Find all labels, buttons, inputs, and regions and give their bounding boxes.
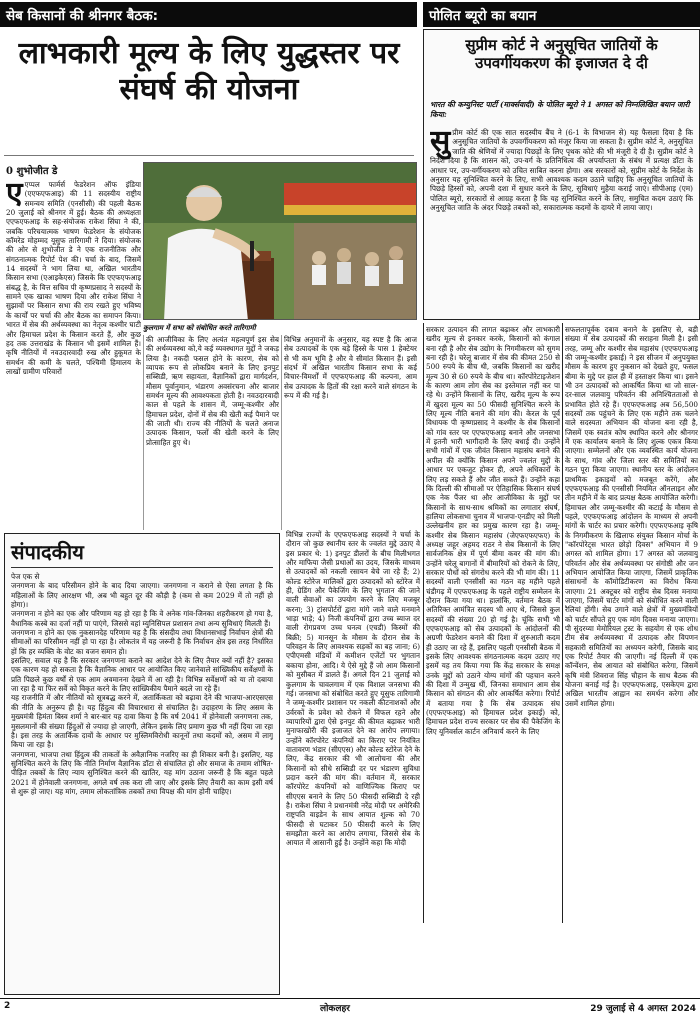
- column-divider: [423, 323, 424, 923]
- byline: 0 शुभोजीत डे: [6, 166, 58, 177]
- politburo-body: [430, 128, 693, 316]
- section-label: सेब किसानों की श्रीनगर बैठक:: [6, 8, 158, 24]
- editorial-header: [11, 540, 273, 568]
- article-column-5: सरकार उत्पादन की लागत बढ़ाकर और लाभकारी खरीद मूल्य से इनकार करके, किसानों को कंगाल बना रही है और सेब उद्योग के निगमीकरण को सुगम बना रही है। चरेलू बाजार में सेब की कीमत 250 से 500 रुपये के बीच थी, जबकि किसानों का खरीद मूल्य 30 से 60 रुपये के बीच था। कॉरपोरेटाइजेशन के कारण आम लोग सेब का इस्तेमाल नहीं कर पा रहे थे। उन्होंने किसानों के लिए, खरीद मूल्य के रूप में खुदरा मूल्य का 50 फीसदी सुनिश्चित करने के लिए मूल्य नीति बनाने की मांग की। केरल के पूर्व विधायक पी कृष्णप्रसाद ने कश्मीर के सेब किसानों को गांव स्तर पर एएफएफआइ बनाने और जनसभा में इतनी भारी भागीदारी के लिए बधाई दी। उन्होंने सभी गांवों में एक जीवंत किसान महासंघ बनाने की अपील की क्योंकि किसान अपने ज्वलंत मुद्दों के आधार पर एकजुट होकर ही, अपने अधिकारों के लिए लड़ सकते हैं और जीत सकते हैं। उन्होंने कहा कि दिल्ली की सीमाओं पर ऐतिहासिक किसान संघर्ष एक नेक पैंजर था और आजीविका के मुद्दों पर किसानों के साथ-साथ श्रमिकों का लगातार संघर्ष, हालिया लोकसभा चुनाव में भाजपा-एनडीए को मिली उल्लेखनीय हार का प्रमुख कारण रहा है। जम्मू-कश्मीर सेब किसान महासंघ (जेएफएफएफए) के अध्यक्ष जहूर अहमद राठर ने सेब किसानों के लिए सार्वजनिक क्षेत्र में पूर्ण बीमा कवर की मांग की। उन्होंने चरेलू बागानों में बीमारियों को रोकने के लिए, सरकार पौधों को संगरोध करने की भी मांग की। 11 सदस्यों वाली एनसीसी का गठन वह महीने पहले चंडीगढ़ में एएफएफआइ के पहले राष्ट्रीय सम्मेलन के दौरान किया गया था। हालांकि, वर्तमान बैठक में अतिरिक्त आमंत्रित सदस्य भी आए थे, जिससे कुल सदस्यों की संख्या 20 हो गई है। चूंकि सभी भी एएफएफआइ को सेब उत्पादकों के आंदोलनों की अग्रणी फेडरेशन बनाने की दिशा में शुरुआती कदम ही उठाए जा रहे हैं, इसलिए पहली एनसीसी बैठक में इसके लिए आवश्यक संगठनात्मक कदम उठाए गए इसमें यह तय किया गया कि केंद्र सरकार के समक्ष उनके मुद्दों को उठाने योग्य मांगों की पहचान करने की दिशा में उन्मुख थीं, जिनका समाधान आम सेब किसान को संगठन की ओर आकर्षित करेगा। रिपोर्ट में बताया गया है कि सेब उत्पादक संघ (एएफएफआइ) को हिमाचल प्रदेश इकाई) को, हिमाचल प्रदेश राज्य सरकार पर सेब की पैकेजिंग के लिए यूनिवर्सल कार्टन अनिवार्य करने के लिए: [426, 325, 560, 736]
- column-1-text: एप्पल फार्मर्स फेडरेशन ऑफ इंडिया (एएफएफआइ) की 11 सदस्यीय राष्ट्रीय समन्वय समिति (एनसीसी) की पहली बैठक 20 जुलाई को श्रीनगर में हुई। बैठक की अध्यक्षता एएफएफआइ के सह-संयोजक राकेश सिंघा ने की, जबकि परिचयात्मक भाषण फेडरेशन के संयोजक कॉमरेड मोहम्मद यूसुफ तारिगामी ने दिया। संयोजक की ओर से शुभोजीत डे ने एक राजनीतिक और संगठनात्मक रिपोर्ट पेश की। चर्चा के बाद, जिसमें 14 सदस्यों ने भाग लिया था, अखिल भारतीय किसान सभा (एआइकेएस) जिसके कि एएफएफआइ संबद्ध है, के वित्त सचिव पी कृष्णप्रसाद ने सदस्यों के सामने एक खाका भाषण दिया और राकेश सिंघा ने सुझावों पर किसान सभा की राय रखते हुए भविष्य के कार्यों पर चर्चा की और बैठक का समापन किया। भारत में सेब की अर्थव्यवस्था का नेतृत्व कश्मीर घाटी और हिमाचल प्रदेश के किसान करते हैं, और कुछ हद तक उत्तराखंड के किसान भी इसमें शामिल हैं। कृषि नीतियों में नवउदारवादी रुख और हुकूमत के समर्थन की कमी के चलते, पश्चिमी हिमालय के लाखों ग्रामीण परिवारों: [6, 180, 141, 376]
- column-divider: [143, 335, 144, 530]
- politburo-label-bar: [423, 2, 700, 27]
- article-column-3: विभिन्न अनुमानों के अनुसार, यह स्पष्ट है कि आज सेब उत्पादकों के एक बड़े हिस्से के पास 1 हेक्टेयर से भी कम भूमि है और वे सीमांत किसान हैं। इसी संदर्भ में अखिल भारतीय किसान सभा के कई विचार-विमर्शों में एएफएफआइ की कल्पना, आम सेब उत्पादक के हितों की रक्षा करने वाले संगठन के रूप में की गई है।: [284, 335, 417, 401]
- article-column-4: विभिन्न राज्यों के एएफएफआइ सदस्यों ने चर्चा के दौरान जो कुछ स्थानीय स्तर के ज्वलंत मुद्दे उठाए वे इस प्रकार थे: 1) इनपुट डीलरों के बीच मिलीभगत और माफिया जैसी प्रथाओं का उदय, जिसके माध्यम से उत्पादकों को नकली रसायन बेचे जा रहे हैं; 2) कोल्ड स्टोरेज मालिकों द्वारा उत्पादकों को स्टोरेज में ही, ग्रेडिंग और पैकेजिंग के लिए भुगतान की जाने वाली सेवाओं का उपयोग करने के लिए मजबूर करना; 3) ट्रांसपोर्टरों द्वारा मांगे जाने वाले मनमाने भाड़ा भाड़े; 4) निजी कंपनियों द्वारा उच्च ब्याज दर वाली रोगप्रवण उच्च घनत्व (एचडी) किस्मों की बिक्री; 5) मानसून के मौसम के दौरान सेब के परिवहन के लिए आवश्यक सड़कों का बह जाना; 6) एपीएमसी मंडियों में कमीशन एजेंटों पर भुगतान बकाया होना, आदि। ये ऐसे मुद्दे हैं जो आम किसानों को मुसीबत में डालते हैं। अगले दिन 21 जुलाई को कुलगाम के चावलगाम में एक विशाल जनसभा की गई। जनसभा को संबोधित करते हुए यूसुफ तारिगामी ने जम्मू-कश्मीर प्रशासन पर नकली कीटनाशकों और उर्वरकों के प्रवेश को रोकने में विफल रहने और व्यापारियों द्वारा ऐसे इनपुट की कीमत बढ़ाकर भारी मुनाफाखोरी की इजाजत देने का आरोप लगाया। उन्होंने कॉरपोरेट कंपनियों का किराए पर नियंत्रित वातावरण भंडार (सीएएस) और कोल्ड स्टोरेज देने के लिए, केंद्र सरकार की भी आलोचना की और किसानों को सीधे सब्सिडी दर पर भंडारण सुविधा प्रदान करने की मांग की। वर्तमान में, सरकार कॉरपोरेट कंपनियों को वाणिज्यिक किराए पर सीएएस बनाने के लिए 50 फीसदी सब्सिडी दे रही है। राकेश सिंघा ने प्रधानमंत्री नरेंद्र मोदी पर अमेरिकी राष्ट्रपति वाइडेन के साथ आयात शुल्क को 70 फीसदी से घटाकर 50 फीसदी करने के लिए समझौता करने का आरोप लगाया, जिससे सेब के आयात में आसानी हुई है। उन्होंने कहा कि मोदी: [286, 530, 420, 848]
- politburo-intro: भारत की कम्युनिस्ट पार्टी (मार्क्सवादी) के पोलित ब्यूरो ने 1 अगस्त को निम्नलिखित बयान जारी किया:: [430, 100, 690, 119]
- main-headline: लाभकारी मूल्य के लिए युद्धस्तर पर संघर्ष की योजना: [18, 36, 400, 107]
- politburo-body-text: प्रीम कोर्ट की एक सात सदस्यीय बैंच ने (6-1 के विभाजन से) यह फैसला दिया है कि अनुसूचित जातियों के उपवर्गीयकरण को मंजूर किया जा सकता है। सुप्रीम कोर्ट ने, अनुसूचित जाति की श्रेणियों में ज्यादा पिछड़ों के लिए पृथक कोटे की भी मंजूरी दे दी है। सुप्रीम कोर्ट ने निर्देश दिया है कि शासन को, उप-वर्ग के प्रतिनिधित्व की अपर्याप्तता के संबंध में प्रत्यक्ष डॉटा के आधार पर, उप-वर्गीयकरण को उचित साबित करना होगा। अब सरकारों को, सुप्रीम कोर्ट के निर्देश के अनुसार यह सुनिश्चित करने के लिए, सभी आवश्यक कदम उठाने चाहिए कि अनुसूचित जातियों के पिछड़े हिस्सों को, अपनी दशा में सुधार करने के लिए, सुविधाएं मुहैया कराई जाएं। सीपीआइ (एम) पोलित ब्यूरो, सरकारों से आग्रह करता है कि यह सुनिश्चित करने के लिए, समुचित कदम उठाएं कि अनुसूचित जाति के अंदर पिछड़े तबकों को, सकारात्मक कदमों के दायरे में लाया जाए।: [430, 128, 693, 213]
- article-column-2: की आजीविका के लिए अत्यंत महत्वपूर्ण इस सेब की अर्थव्यवस्था को,ये कई व्यवस्थागत मुद्दों ने जकड़ लिया है। नकदी फसल होने के कारण, सेब को व्यापक रूप से लोकप्रिय बनाने के लिए इनपुट सब्सिडी, ऋण सहायता, वैज्ञानिकों द्वारा मार्गदर्शन, मौसम पूर्वानुमान, भंडारण अवसंरचना और बाजार समर्थन मूल्य की आवश्यकता होती है। नवउदारवादी काल से पहले के शासन में, जम्मू-कश्मीर और हिमाचल प्रदेश, दोनों में सेब की खेती कई पैमाने पर की जाती थी। राज्य की नीतियों के चलते अनाज उत्पादक किसान, फलों की खेती करने के लिए प्रोत्साहित हुए थे।: [146, 335, 279, 447]
- article-column-1: [6, 180, 141, 530]
- column-divider: [562, 323, 563, 923]
- article-column-6: सफलतापूर्वक दबाव बनाने के इसलिए से, बड़ी संख्या में सेब उत्पादकों की सराहना मिली है। इसी तरह, जम्मू और कश्मीर सेब महासंघ (एएफएफआइ की जम्मू-कश्मीर इकाई) ने इस सीजन में अनुपयुक्त मौसम के कारण हुए नुकसान को देखते हुए, फसल बीमा के मुद्दे पर हाल ही में हस्ताक्षर किया था। इसने भी उन उत्पादकों को आकर्षित किया था जो साल-दर-साल जलवायु परिवर्तन की अनिश्चितताओं से प्रभावित होते रहे हैं। एएफएफआइ अब 56,500 सदस्यों तक पहुंचने के लिए एक महीने तक चलने वाले सदस्यता अभियान की योजना बना रही है, जिसमें एक स्वतंत्र कोष स्थापित करने और श्रीनगर में एक कार्यालय बनाने के लिए शुल्क एकत्र किया जाएगा। सम्मेलनों और एक व्यवस्थित कार्य योजना के साथ, गांव और जिला स्तर की समितियों का गठन पूरा किया जाएगा। स्थानीय स्तर के आंदोलन प्राथमिक इकाइयों को मजबूत करेंगे, और एएफएफआइ की एनसीसी नियमित ऑनलाइन और तीन महीने में के बाद प्रत्यक्ष बैठक आयोजित करेगी। हिमाचल और जम्मू-कश्मीर की कटाई के मौसम से पहले, एएफएफआइ आंदोलन के माध्यम से अपनी मांगों के चार्टर का प्रचार करेगी। एएफएफआइ कृषि के निगमीकरण के खिलाफ संयुक्त किसान मोर्चा के "कॉरपोरेट्स भारत छोड़ो दिवस" अभियान में 9 अगस्त को शामिल होगा। 17 अगस्त को जलवायु परिवर्तन और सेब अर्थव्यवस्था पर संगोष्ठी और जन अभियान आयोजित किया जाएगा, जिसमें प्राकृतिक संसाधनों के कॉमोडिटीकरण का विरोध किया जाएगा। 21 अक्टूबर को राष्ट्रीय सेब दिवस मनाया जाएगा, जिसमें चार्टर मांगों को संबोधित करने वाली रैलियां होंगी। सेब उगाने वाले क्षेत्रों में मुख्यमंत्रियों को चार्टर सौंपते हुए एक मांग दिवस मनाया जाएगा। पी सुंदरय्या मेमोरियल ट्रस्ट के सहयोग से एक शोध टीम सेब अर्थव्यवस्था में उत्पादक और विपणन सहकारी समितियों का अध्ययन करेगी, जिसके बाद एक रिपोर्ट तैयार की जाएगी। नई दिल्ली में एक कॉन्वेंशन, सेब आयात को संबोधित करेगा, जिसमें कृषि मंत्री शिवराज सिंह चौहान के साथ बैठक की योजना बनाई गई है। एएफएफआइ, एसकेएम द्वारा अखिल भारतीय आह्वान का समर्थन करेगा और उसमें शामिल होगा।: [565, 325, 698, 708]
- photo-caption: कुलगाम में सभा को संबोधित करते तारिगामी: [143, 323, 256, 332]
- politburo-headline: सुप्रीम कोर्ट ने अनुसूचित जातियों के उपवर्गीयकरण की इजाजत दे दी: [465, 36, 658, 72]
- page-number: 2: [4, 1001, 11, 1011]
- editorial-body: पेज एक से जनगणना के बाद परिसीमन होने के बाद दिया जाएगा। जनगणना न कराने से ऐसा लगता है कि महिलाओं के लिए आरक्षण भी, अब भी बहुत दूर की कौड़ी है (कम से कम 2029 में तो नहीं हो होगा)। जनगणना न होने का एक और परिणाम यह हो रहा है कि वे अनेक गांव-जिनका शहरीकरण हो गया है, वैधानिक कस्बे का दर्जा नहीं पा पाएंगे, जिससे वहां म्युनिसिपल प्रशासन तथा अन्य सुविधाएं मिलती हैं। जनगणना न होने का एक नुकसानदेह परिणाम यह है कि संसदीय तथा विधानसभाई निर्वाचन क्षेत्रों की सीमाओं का परिसीमन नहीं हो पा रहा है। लोकतंत्र में यह जरूरी है कि निर्वाचन क्षेत्र इस तरह निर्धारित हों कि हर व्यक्ति के वोट का वजन समान हो। इसलिए, सवाल यह है कि सरकार जनगणना कराने का आदेश देने के लिए तैयार क्यों नहीं है? इसका एक कारण यह हो सकता है कि वैज्ञानिक आधार पर आयोजित किए जानेवाले सांख्यिकीय सर्वेक्षणों के प्रति पिछले कुछ वर्षों से एक आम अवमानना देखने में आ रही है। विभिन्न सर्वेक्षणों को या तो दबाया जा रहा है या फिर सर्वे को विकृत करने के लिए सांख्यिकीय पैमाने बदले जा रहे हैं। यह राजनीति में और नीतियों को सूत्रबद्ध करने में, अतार्किकता को बढ़ावा देने की भाजपा-आरएसएस की नीति के अनुरूप ही है। यह हिंदुत्व की विचारधारा से संचालित है। उदाहरण के लिए असम के मुख्यमंत्री हिमंता बिस्व शर्मा ने बार-बार यह दावा किया है कि वर्ष 2041 में होनेवाली जनगणना तक, मुसलमानों की संख्या हिंदुओं से ज्यादा हो जाएगी, लेकिन इसके लिए प्रमाण कुछ भी नहीं दिया जा रहा है। इस तरह के अतार्किक दावों के आधार पर मुस्लिमविरोधी कानूनों तथा कदमों को, असम में लागू किया जा रहा है। जनगणना, भाजपा तथा हिंदुत्व की ताकतों के अवैज्ञानिक नजरिए का ही शिकार बनी है। इसलिए, यह सुनिश्चित करने के लिए कि नीति निर्माण वैज्ञानिक डॉटा से संचालित हो और समाज के तमाम शोषित-पीड़ित तबकों के लिए न्याय सुनिश्चित करने की खातिर, यह मांग उठाना जरूरी है कि बहुत पहले 2021 में होनेवाली जनगणना, अगले वर्ष तक करा ली जाए और इसके लिए तैयारी का काम इसी वर्ष से शुरू हो जाए। यह मांग, तमाम लोकतांत्रिक तबकों तथा विपक्ष की मांग होनी चाहिए।: [11, 572, 273, 796]
- paper-name: लोकलहर: [320, 1004, 350, 1014]
- section-label-bar: [0, 2, 417, 27]
- politburo-label: पोलित ब्यूरो का बयान: [429, 8, 537, 24]
- editorial-title: संपादकीय: [11, 540, 84, 564]
- rally-photo-image: [144, 163, 417, 320]
- rally-photo: [143, 162, 417, 320]
- politburo-dropcap: सु: [430, 128, 451, 159]
- column-divider: [281, 335, 282, 530]
- editorial-box: [4, 533, 280, 995]
- footer-rule: [0, 998, 700, 999]
- dropcap-letter: ए: [6, 180, 23, 211]
- issue-date: 29 जुलाई से 4 अगस्त 2024: [590, 1004, 696, 1014]
- politburo-statement-box: [423, 29, 700, 320]
- divider: [4, 155, 414, 156]
